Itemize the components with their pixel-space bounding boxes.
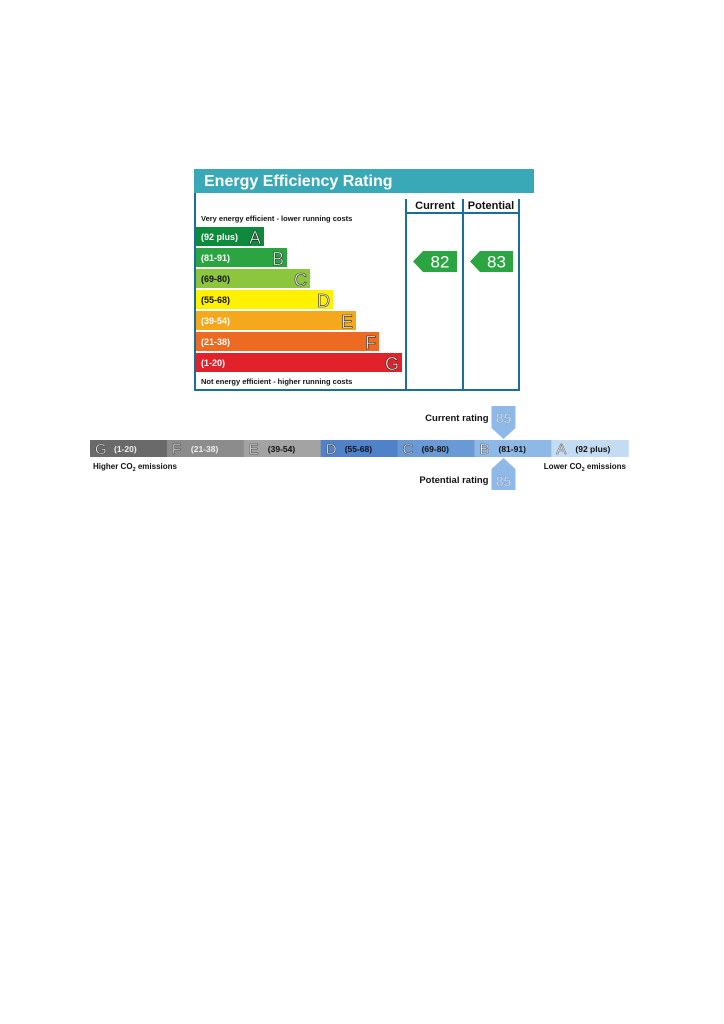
eer-band-letter-d: D: [317, 291, 330, 311]
eer-band-letter-g: G: [384, 354, 399, 374]
co2-impact-chart: [80, 398, 640, 494]
ei-band-letter-c: C: [402, 441, 414, 458]
eer-band-range-c: (69-80): [201, 274, 231, 284]
eer-band-g: [196, 353, 402, 372]
eer-band-range-a: (92 plus): [201, 232, 239, 242]
lower-co2-note-text: Lower CO: [543, 462, 582, 471]
lower-co2-note-sub: 2: [581, 467, 585, 473]
eer-bands: [196, 227, 402, 374]
current-rating-value: 85: [495, 410, 512, 426]
energy-efficiency-svg: [194, 169, 534, 392]
eer-top-note: Very energy efficient - lower running costs: [201, 214, 353, 223]
ei-band-letter-g: G: [95, 441, 107, 458]
lower-co2-note-tail: emissions: [584, 462, 626, 471]
current-rating-label: Current rating: [425, 413, 489, 424]
eer-bottom-note: Not energy efficient - higher running costs: [201, 377, 353, 386]
ei-band-range-d: (55-68): [344, 444, 373, 454]
potential-rating-label: Potential rating: [419, 475, 489, 486]
ei-band-range-f: (21-38): [190, 444, 219, 454]
ei-band-letter-e: E: [248, 441, 259, 458]
ei-band-letter-a: A: [556, 441, 567, 458]
eer-band-range-g: (1-20): [201, 358, 226, 368]
higher-co2-note-tail: emissions: [135, 462, 177, 471]
potential-rating-value: 85: [495, 473, 512, 489]
ei-band-letter-b: B: [479, 441, 490, 458]
ei-band-range-e: (39-54): [267, 444, 296, 454]
col-potential-header: Potential: [467, 200, 515, 212]
eer-band-range-b: (81-91): [201, 253, 231, 263]
eer-band-letter-e: E: [340, 312, 353, 332]
higher-co2-note-sub: 2: [132, 467, 136, 473]
ei-band-range-a: (92 plus): [575, 444, 611, 454]
eer-band-letter-c: C: [294, 270, 307, 290]
eer-band-letter-f: F: [365, 333, 376, 353]
ei-bands: [90, 440, 629, 458]
eer-band-range-f: (21-38): [201, 337, 231, 347]
eer-band-letter-b: B: [271, 249, 284, 269]
energy-efficiency-chart: [194, 169, 534, 392]
eer-title: Energy Efficiency Rating: [204, 173, 393, 190]
col-current-header: Current: [415, 200, 455, 212]
ei-band-letter-d: D: [325, 441, 337, 458]
ei-band-range-c: (69-80): [421, 444, 450, 454]
higher-co2-note: [93, 462, 178, 473]
eer-current-value: 82: [430, 252, 450, 272]
ei-band-letter-f: F: [171, 441, 182, 458]
ei-band-range-g: (1-20): [114, 444, 137, 454]
eer-band-letter-a: A: [248, 228, 261, 248]
eer-potential-value: 83: [487, 252, 506, 272]
higher-co2-note-text: Higher CO: [93, 462, 133, 471]
co2-impact-svg: [80, 398, 640, 494]
eer-band-range-d: (55-68): [201, 295, 231, 305]
lower-co2-note: [544, 462, 627, 473]
ei-band-range-b: (81-91): [498, 444, 526, 454]
eer-band-range-e: (39-54): [201, 316, 231, 326]
